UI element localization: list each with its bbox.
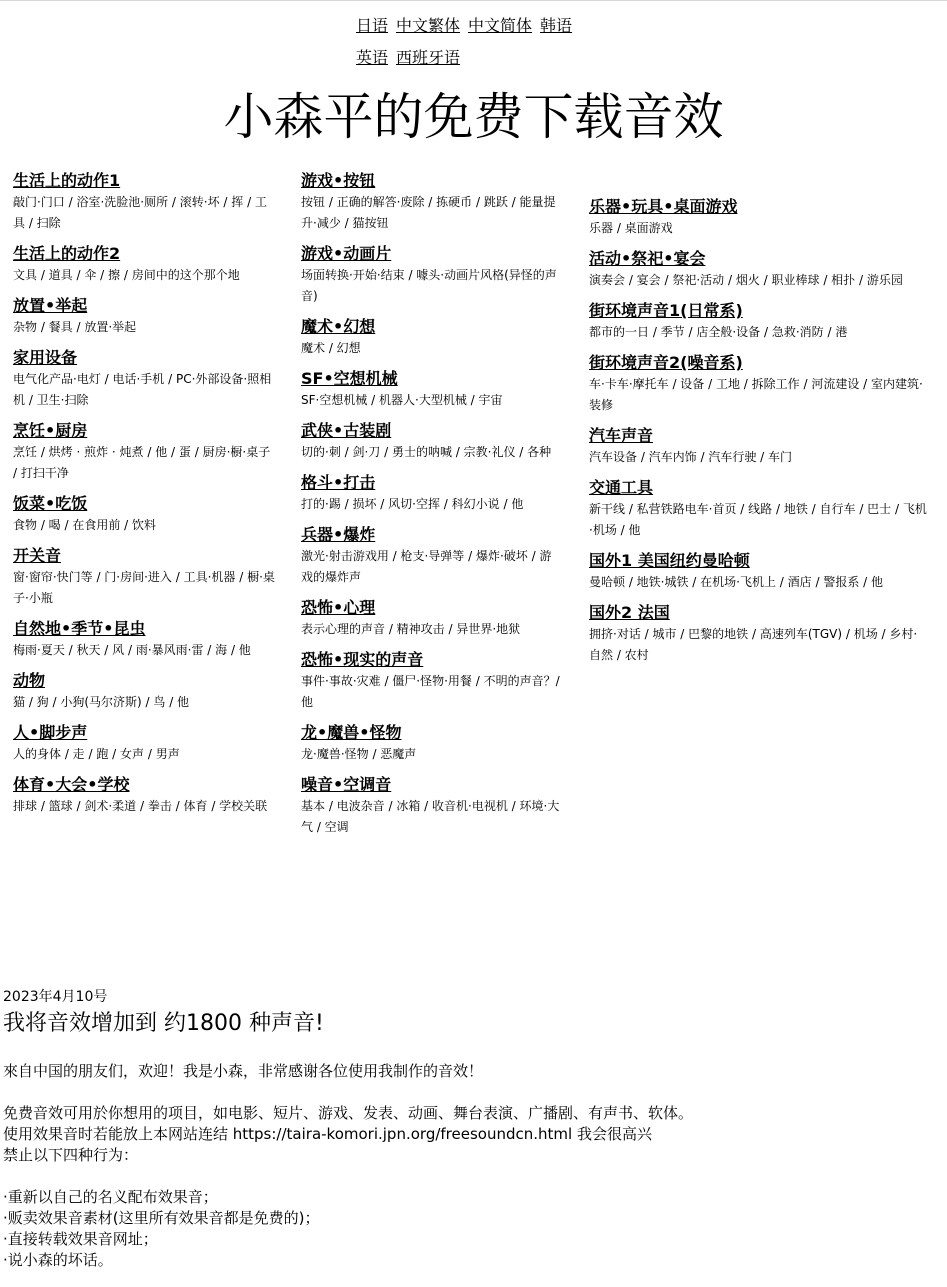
category-block — [301, 421, 563, 463]
category-block — [301, 775, 563, 838]
category-block — [301, 317, 563, 359]
language-links-row-1 — [356, 13, 580, 36]
prohibited-item: ·说小森的坏话。 — [3, 1251, 113, 1269]
category-title-link[interactable]: 交通工具 — [589, 478, 654, 497]
category-block — [589, 551, 929, 593]
category-title-link[interactable]: 街环境声音1(日常系) — [589, 301, 743, 320]
category-block — [301, 473, 563, 515]
category-subcategories: 打的·踢 / 损坏 / 风切·空挥 / 科幻小说 / 他 — [301, 497, 524, 511]
category-subcategories: 文具 / 道具 / 伞 / 擦 / 房间中的这个那个地 — [13, 268, 240, 282]
category-title-link[interactable]: 兵器•爆炸 — [301, 525, 376, 544]
category-subcategories: 猫 / 狗 / 小狗(马尔济斯) / 鸟 / 他 — [13, 695, 190, 709]
category-subcategories: 人的身体 / 走 / 跑 / 女声 / 男声 — [13, 747, 180, 761]
category-subcategories: 敲门·门口 / 浴室·洗脸池·厕所 / 滚转·坏 / 挥 / 工具 / 扫除 — [13, 195, 267, 230]
category-title-link[interactable]: 游戏•动画片 — [301, 244, 392, 263]
category-subcategories: 曼哈顿 / 地铁·城铁 / 在机场·飞机上 / 酒店 / 警报系 / 他 — [589, 575, 883, 589]
prohibited-item: ·贩卖效果音素材(这里所有效果音都是免费的)； — [3, 1209, 320, 1227]
category-block — [589, 603, 929, 666]
category-block — [301, 171, 563, 234]
category-title-link[interactable]: 龙•魔兽•怪物 — [301, 723, 402, 742]
category-subcategories: 龙·魔兽·怪物 / 恶魔声 — [301, 747, 417, 761]
category-subcategories: SF·空想机械 / 机器人·大型机械 / 宇宙 — [301, 393, 503, 407]
category-block — [301, 598, 563, 640]
category-title-link[interactable]: 生活上的动作2 — [13, 244, 121, 263]
category-title-link[interactable]: 街环境声音2(噪音系) — [589, 353, 743, 372]
category-subcategories: 拥挤·对话 / 城市 / 巴黎的地铁 / 高速列车(TGV) / 机场 / 乡村·自然 / 农村 — [589, 627, 918, 662]
category-block — [589, 249, 929, 291]
category-subcategories: 场面转换·开始·结束 / 噱头·动画片风格(异怪的声音) — [301, 268, 557, 303]
category-subcategories: 演奏会 / 宴会 / 祭祀·活动 / 烟火 / 职业棒球 / 相扑 / 游乐园 — [589, 273, 903, 287]
language-link[interactable]: 日语 — [356, 16, 389, 35]
category-title-link[interactable]: 武侠•古装剧 — [301, 421, 392, 440]
prohibited-item: ·直接转载效果音网址； — [3, 1230, 158, 1248]
category-block — [301, 723, 563, 765]
category-title-link[interactable]: 国外1 美国纽约曼哈顿 — [589, 551, 750, 570]
category-title-link[interactable]: 噪音•空调音 — [301, 775, 392, 794]
category-subcategories: 电气化产品·电灯 / 电话·手机 / PC·外部设备·照相机 / 卫生·扫除 — [13, 372, 272, 407]
category-block — [13, 171, 275, 234]
language-links-row-2 — [356, 45, 468, 68]
prohibited-list — [3, 1187, 933, 1271]
category-title-link[interactable]: 汽车声音 — [589, 426, 654, 445]
language-link[interactable]: 中文简体 — [468, 16, 533, 35]
category-subcategories: 梅雨·夏天 / 秋天 / 风 / 雨·暴风雨·雷 / 海 / 他 — [13, 643, 251, 657]
category-title-link[interactable]: 人•脚步声 — [13, 723, 88, 742]
language-link[interactable]: 中文繁体 — [396, 16, 461, 35]
category-block — [13, 494, 275, 536]
language-link[interactable]: 西班牙语 — [396, 48, 461, 67]
category-title-link[interactable]: 体育•大会•学校 — [13, 775, 130, 794]
category-block — [13, 775, 275, 817]
language-link[interactable]: 韩语 — [540, 16, 573, 35]
category-title-link[interactable]: 自然地•季节•昆虫 — [13, 619, 146, 638]
category-block — [13, 546, 275, 609]
category-subcategories: 事件·事故·灾难 / 僵尸·怪物·用餐 / 不明的声音？/ 他 — [301, 674, 560, 709]
category-subcategories: 魔术 / 幻想 — [301, 341, 361, 355]
usage-text: 免费音效可用於你想用的项目，如电影、短片、游戏、发表、动画、舞台表演、广播剧、有声书、软体。 — [3, 1104, 694, 1122]
category-title-link[interactable]: 乐器•玩具•桌面游戏 — [589, 197, 738, 216]
category-subcategories: 杂物 / 餐具 / 放置·举起 — [13, 320, 137, 334]
category-subcategories: 车·卡车·摩托车 / 设备 / 工地 / 拆除工作 / 河流建设 / 室内建筑·装修 — [589, 377, 923, 412]
category-subcategories: 按钮 / 正确的解答·废除 / 拣硬币 / 跳跃 / 能量提升·减少 / 猫按钮 — [301, 195, 556, 230]
category-block — [589, 301, 929, 343]
category-title-link[interactable]: 动物 — [13, 671, 46, 690]
category-subcategories: 表示心理的声音 / 精神攻击 / 异世界·地狱 — [301, 622, 521, 636]
category-block — [13, 244, 275, 286]
category-block — [301, 244, 563, 307]
category-block — [13, 296, 275, 338]
link-request-text: 使用效果音时若能放上本网站连结 https://taira-komori.jpn.org/freesoundcn.html 我会很高兴 — [3, 1125, 652, 1143]
category-title-link[interactable]: 放置•举起 — [13, 296, 88, 315]
category-subcategories: 乐器 / 桌面游戏 — [589, 221, 673, 235]
category-block — [589, 478, 929, 541]
news-headline: 我将音效增加到 约1800 种声音! — [3, 1011, 324, 1036]
category-block — [301, 525, 563, 588]
news-date: 2023年4月10号 — [3, 989, 108, 1005]
welcome-text: 來自中国的朋友们，欢迎！我是小森，非常感谢各位使用我制作的音效！ — [3, 1062, 484, 1080]
category-title-link[interactable]: 生活上的动作1 — [13, 171, 121, 190]
category-title-link[interactable]: 恐怖•心理 — [301, 598, 376, 617]
category-subcategories: 激光·射击游戏用 / 枪支·导弹等 / 爆炸·破坏 / 游戏的爆炸声 — [301, 549, 552, 584]
category-subcategories: 都市的一日 / 季节 / 店全般·设备 / 急救·消防 / 港 — [589, 325, 848, 339]
category-block — [589, 197, 929, 239]
category-subcategories: 切的·刺 / 剑·刀 / 勇士的呐喊 / 宗教·礼仪 / 各种 — [301, 445, 552, 459]
category-title-link[interactable]: 开关音 — [13, 546, 62, 565]
category-subcategories: 食物 / 喝 / 在食用前 / 饮料 — [13, 518, 157, 532]
category-title-link[interactable]: 游戏•按钮 — [301, 171, 376, 190]
category-subcategories: 基本 / 电波杂音 / 冰箱 / 收音机·电视机 / 环境·大气 / 空调 — [301, 799, 560, 834]
category-title-link[interactable]: 格斗•打击 — [301, 473, 376, 492]
category-title-link[interactable]: 烹饪•厨房 — [13, 421, 88, 440]
news-section — [3, 987, 933, 1271]
category-title-link[interactable]: 恐怖•现实的声音 — [301, 650, 424, 669]
category-title-link[interactable]: 国外2 法国 — [589, 603, 670, 622]
site-title: 小森平的免费下载音效 — [223, 88, 724, 146]
category-subcategories: 排球 / 篮球 / 剑术·柔道 / 拳击 / 体育 / 学校关联 — [13, 799, 268, 813]
category-block — [13, 671, 275, 713]
category-block — [13, 348, 275, 411]
category-title-link[interactable]: 饭菜•吃饭 — [13, 494, 88, 513]
category-subcategories: 烹饪 / 烘烤 · 煎炸 · 炖煮 / 他 / 蛋 / 厨房·橱·桌子 / 打扫干净 — [13, 445, 271, 480]
prohibited-intro: 禁止以下四种行为： — [3, 1146, 139, 1164]
category-subcategories: 窗·窗帘·快门等 / 门·房间·进入 / 工具·机器 / 橱·桌子·小瓶 — [13, 570, 275, 605]
category-block — [589, 426, 929, 468]
category-title-link[interactable]: SF•空想机械 — [301, 369, 398, 388]
prohibited-item: ·重新以自己的名义配布效果音； — [3, 1188, 218, 1206]
language-link[interactable]: 英语 — [356, 48, 389, 67]
category-column-1 — [13, 171, 275, 827]
category-block — [589, 353, 929, 416]
category-block — [13, 421, 275, 484]
category-title-link[interactable]: 魔术•幻想 — [301, 317, 376, 336]
category-block — [13, 723, 275, 765]
category-block — [301, 650, 563, 713]
category-block — [301, 369, 563, 411]
category-subcategories: 新干线 / 私营铁路电车·首页 / 线路 / 地铁 / 自行车 / 巴士 / 飞机·机场 / 他 — [589, 502, 927, 537]
category-title-link[interactable]: 家用设备 — [13, 348, 78, 367]
category-subcategories: 汽车设备 / 汽车内饰 / 汽车行驶 / 车门 — [589, 450, 793, 464]
category-title-link[interactable]: 活动•祭祀•宴会 — [589, 249, 706, 268]
category-column-3 — [589, 197, 929, 676]
category-column-2 — [301, 171, 563, 848]
category-block — [13, 619, 275, 661]
